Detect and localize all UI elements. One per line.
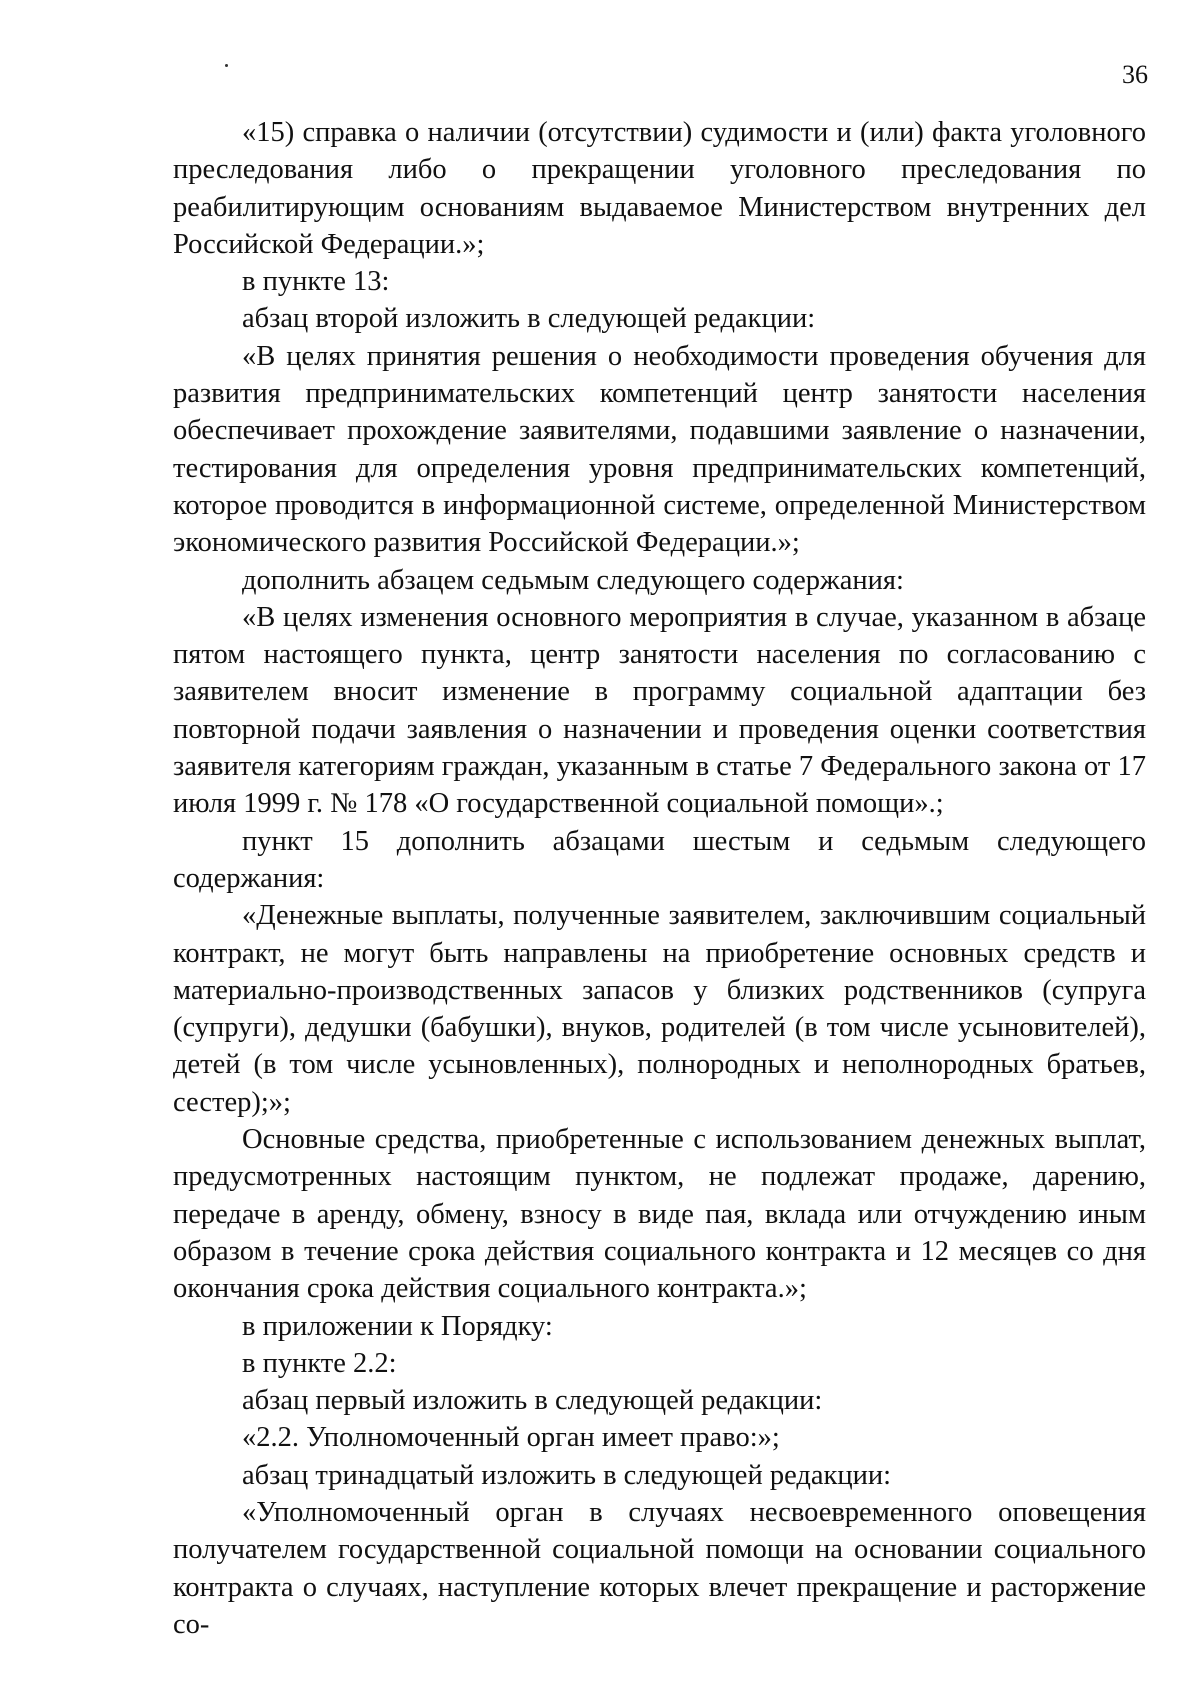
paragraph-item-15-certificate: «15) справка о наличии (отсутствии) судимости и (или) факта уголовного преследования либо о прекращении уголовного преследования по реабилитирующим основаниям выдаваемое Министерством внутренних дел Российской Федерации.»; [173,117,1146,260]
paragraph-untimely-notification: «Уполномоченный орган в случаях несвоевременного оповещения получателем государственной социальной помощи на основании социального контракта о случаях, наступление которых влечет прекращение и расторжение со- [173,1496,1146,1640]
paragraph-fixed-assets-restriction: Основные средства, приобретенные с использованием денежных выплат, предусмотренных настоящим пунктом, не подлежат продаже, дарению, передаче в аренду, обмену, взносу в виде пая, вклада или отчуждению иным образом в течение срока действия социального контракта и 12 месяцев со дня окончания срока действия социального контракта.»; [173,1124,1146,1305]
paragraph-change-main-activity: «В целях изменения основного мероприятия в случае, указанном в абзаце пятом настоящего пункта, центр занятости населения по согласованию с заявителем вносит изменение в программу социальной адаптации без повторной подачи заявления о назначении и проведения оценки соответствия заявителя категориям граждан, указанным в статье 7 Федерального закона от 17 июля 1999 г. № 178 «О государственной социальной помощи».; [173,601,1146,820]
scan-artifact-dot [225,64,228,67]
document-body [173,114,1146,1643]
paragraph-entrepreneurial-testing: «В целях принятия решения о необходимости проведения обучения для развития предпринимательских компетенций центр занятости населения обеспечивает прохождение заявителями, подавшими заявление о назначении, тестирования для определения уровня предпринимательских компетенций, которое проводится в информационной системе, определенной Министерством экономического развития Российской Федерации.»; [173,340,1146,559]
paragraph-authorized-body-right: «2.2. Уполномоченный орган имеет право:»; [242,1422,780,1454]
paragraph-thirteenth-abzac-instruction: абзац тринадцатый изложить в следующей редакции: [242,1459,892,1491]
paragraph-in-point-2-2: в пункте 2.2: [242,1347,397,1379]
paragraph-cash-payments-restriction: «Денежные выплаты, полученные заявителем, заключившим социальный контракт, не могут быть направлены на приобретение основных средств и материально-производственных запасов у близких родственников (супруга (супруги), дедушки (бабушки), внуков, родителей (в том числе усыновителей), детей (в том числе усыновленных), полнородных и неполнородных братьев, сестер);»; [173,900,1146,1118]
paragraph-point-15-supplement: пункт 15 дополнить абзацами шестым и седьмым следующего содержания: [173,825,1146,894]
paragraph-add-seventh-abzac: дополнить абзацем седьмым следующего содержания: [242,564,904,596]
page-number: 36 [1122,60,1148,89]
paragraph-first-abzac-instruction: абзац первый изложить в следующей редакции: [242,1385,823,1417]
paragraph-in-point-13: в пункте 13: [242,266,390,298]
paragraph-annex-to-procedure: в приложении к Порядку: [242,1310,553,1342]
paragraph-second-abzac-instruction: абзац второй изложить в следующей редакции: [242,303,816,335]
